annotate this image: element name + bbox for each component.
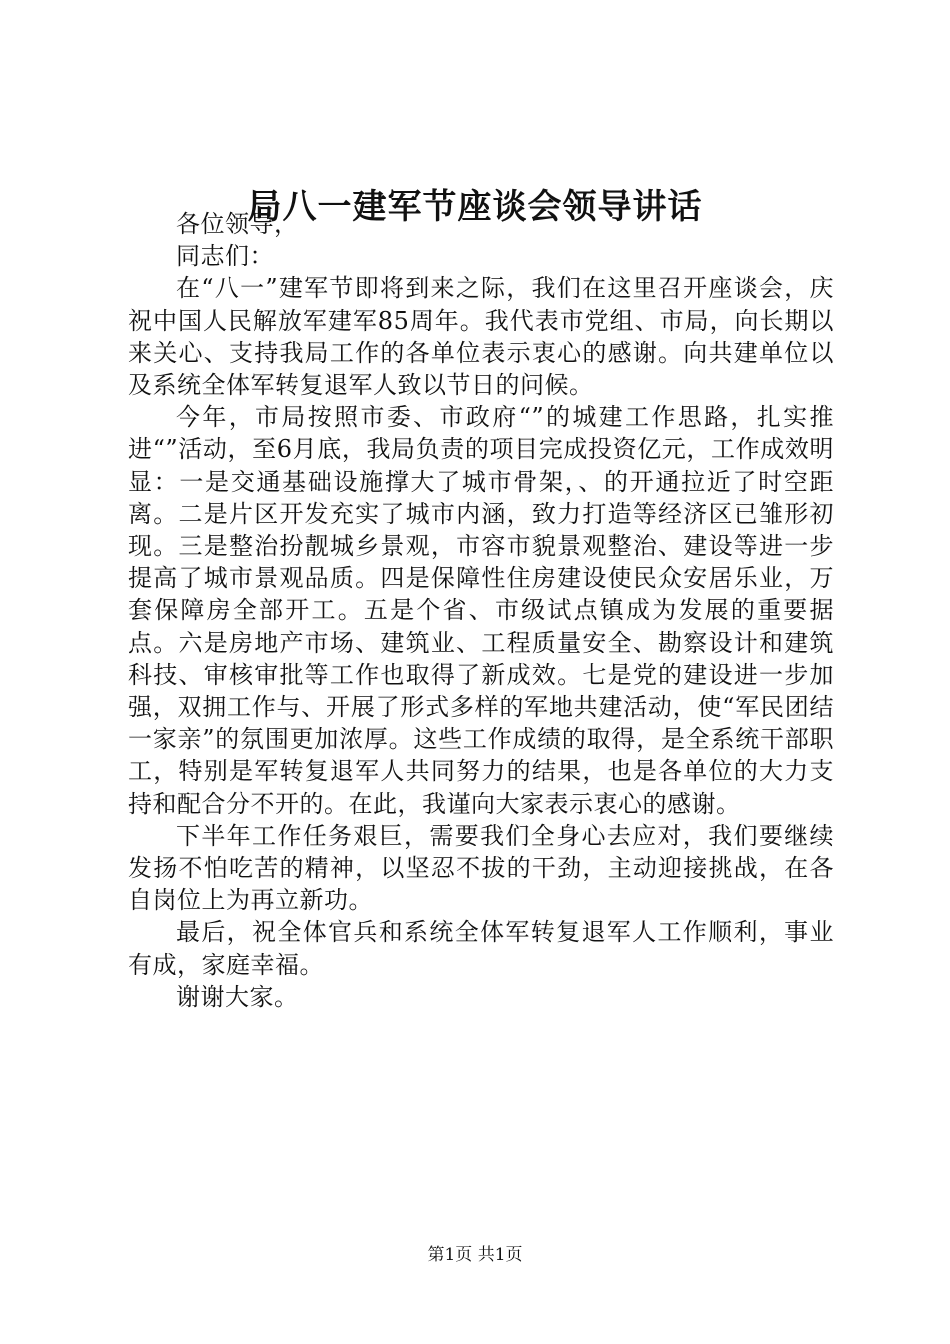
- paragraph-second-half: 下半年工作任务艰巨，需要我们全身心去应对，我们要继续发扬不怕吃苦的精神，以坚忍不拔的干劲，主动迎接挑战，在各自岗位上为再立新功。: [128, 821, 834, 915]
- salutation-comrades: 同志们：: [176, 242, 274, 271]
- salutation-leaders: 各位领导，: [176, 210, 299, 238]
- paragraph-thanks: 谢谢大家。: [176, 982, 299, 1011]
- paragraph-wishes: 最后，祝全体官兵和系统全体军转复退军人工作顺利，事业有成，家庭幸福。: [128, 918, 834, 979]
- paragraph-achievements: 今年，市局按照市委、市政府“”的城建工作思路，扎实推进“”活动，至6月底，我局负责的项目完成投资亿元，工作成效明显：一是交通基础设施撑大了城市骨架，、的开通拉近了时空距离。二是片区开发充实了城市内涵，致力打造等经济区已雏形初现。三是整治扮靓城乡景观，市容市貌景观整治、建设等进一步提高了城市景观品质。四是保障性住房建设使民众安居乐业，万套保障房全部开工。五是个省、市级试点镇成为发展的重要据点。六是房地产市场、建筑业、工程质量安全、勘察设计和建筑科技、审核审批等工作也取得了新成效。七是党的建设进一步加强，双拥工作与、开展了形式多样的军地共建活动，使“军民团结一家亲”的氛围更加浓厚。这些工作成绩的取得，是全系统干部职工，特别是军转复退军人共同努力的结果，也是各单位的大力支持和配合分不开的。在此，我谨向大家表示衷心的感谢。: [128, 403, 834, 818]
- document-title: 局八一建军节座谈会领导讲话: [247, 187, 703, 227]
- document-body: [128, 208, 834, 1013]
- paragraph-opening: 在“八一”建军节即将到来之际，我们在这里召开座谈会，庆祝中国人民解放军建军85周年。我代表市党组、市局，向长期以来关心、支持我局工作的各单位表示衷心的感谢。向共建单位以及系统全体军转复退军人致以节日的问候。: [128, 274, 834, 400]
- page-footer: 第1页 共1页: [427, 1245, 523, 1265]
